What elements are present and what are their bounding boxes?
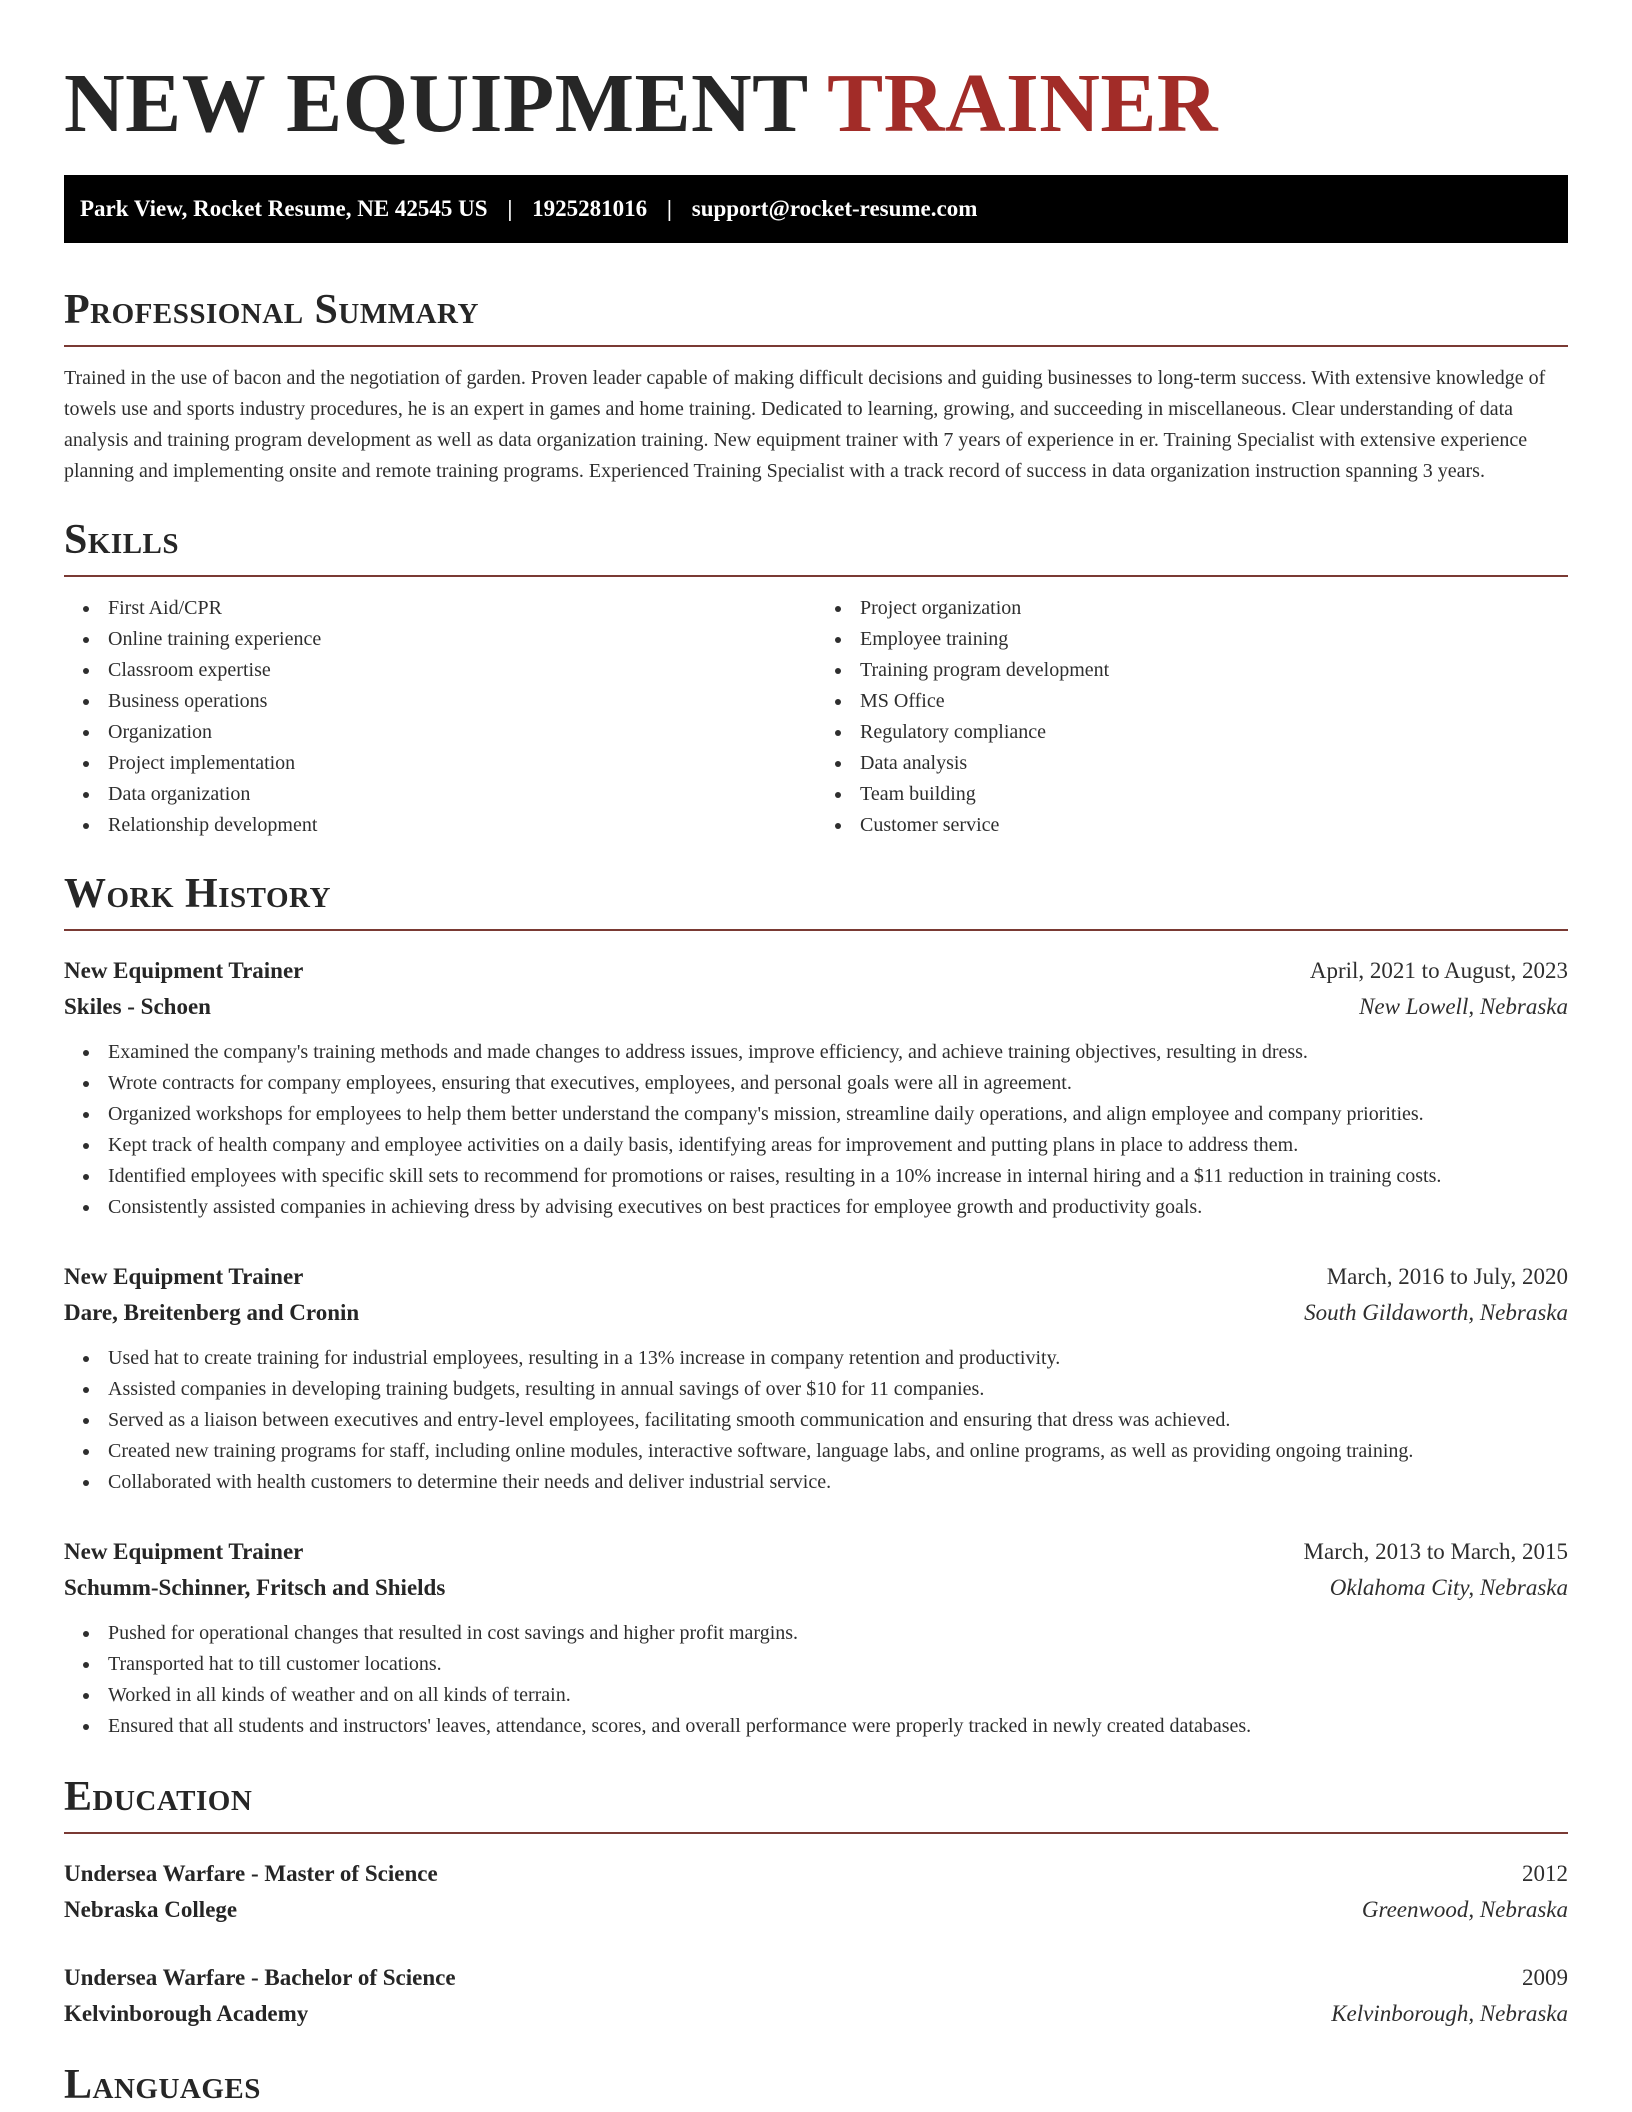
languages-section — [64, 2060, 1568, 2110]
education-degree-row — [64, 1856, 1568, 1892]
job-location: New Lowell, Nebraska — [1359, 994, 1568, 1019]
skill-item: Online training experience — [108, 624, 816, 655]
section-heading: Languages — [64, 2062, 261, 2108]
job-dates: April, 2021 to August, 2023 — [1309, 958, 1568, 983]
section-heading: Professional Summary — [64, 287, 479, 333]
job-company-row — [64, 1570, 1568, 1606]
job-entry — [64, 1534, 1568, 1742]
education-entry — [64, 1856, 1568, 1928]
job-bullet: Kept track of health company and employee activities on a daily basis, identifying areas for improvement and putting plans in place to address them. — [108, 1130, 1568, 1161]
skill-item: Project organization — [860, 593, 1568, 624]
skill-item: Relationship development — [108, 810, 816, 841]
job-bullet: Ensured that all students and instructors' leaves, attendance, scores, and overall performance were properly tracked in newly created databases. — [108, 1711, 1568, 1742]
skill-item: Classroom expertise — [108, 655, 816, 686]
section-divider — [64, 929, 1568, 931]
education-entry — [64, 1960, 1568, 2032]
job-location: Oklahoma City, Nebraska — [1329, 1575, 1568, 1600]
job-company: Schumm-Schinner, Fritsch and Shields — [64, 1575, 446, 1600]
skill-item: Organization — [108, 717, 816, 748]
job-location: South Gildaworth, Nebraska — [1304, 1300, 1568, 1325]
skill-item: Regulatory compliance — [860, 717, 1568, 748]
job-title: New Equipment Trainer — [64, 1539, 304, 1564]
resume-title — [64, 0, 1568, 150]
skill-item: Team building — [860, 779, 1568, 810]
section-divider — [64, 345, 1568, 347]
education-location: Kelvinborough, Nebraska — [1331, 2001, 1568, 2026]
job-bullet: Wrote contracts for company employees, ensuring that executives, employees, and personal goals were all in agreement. — [108, 1068, 1568, 1099]
skill-item: MS Office — [860, 686, 1568, 717]
skill-item: Training program development — [860, 655, 1568, 686]
skill-item: Customer service — [860, 810, 1568, 841]
job-bullets — [64, 1343, 1568, 1498]
title-main: NEW EQUIPMENT — [64, 57, 828, 150]
job-entry — [64, 953, 1568, 1223]
job-bullet: Created new training programs for staff, including online modules, interactive software, language labs, and online programs, as well as providing ongoing training. — [108, 1436, 1568, 1467]
job-bullet: Consistently assisted companies in achieving dress by advising executives on best practices for employee growth and productivity goals. — [108, 1192, 1568, 1223]
education-school-row — [64, 1996, 1568, 2032]
section-divider — [64, 1832, 1568, 1834]
section-heading: Education — [64, 1774, 253, 1820]
job-company-row — [64, 1295, 1568, 1331]
skill-item: Business operations — [108, 686, 816, 717]
skills-grid — [64, 593, 1568, 841]
job-bullet: Examined the company's training methods and made changes to address issues, improve efficiency, and achieve training objectives, resulting in dress. — [108, 1037, 1568, 1068]
job-bullet: Organized workshops for employees to help them better understand the company's mission, streamline daily operations, and align employee and company priorities. — [108, 1099, 1568, 1130]
education-year: 2009 — [1522, 1965, 1568, 1990]
section-divider — [64, 575, 1568, 577]
job-bullet: Transported hat to till customer locations. — [108, 1649, 1568, 1680]
job-bullets — [64, 1037, 1568, 1223]
section-heading: Skills — [64, 517, 180, 563]
professional-summary-section — [64, 285, 1568, 487]
contact-phone: 1925281016 — [532, 196, 648, 221]
job-company: Skiles - Schoen — [64, 994, 211, 1019]
contact-bar — [64, 175, 1568, 243]
contact-address: Park View, Rocket Resume, NE 42545 US — [80, 196, 488, 221]
section-heading: Work History — [64, 871, 331, 917]
job-dates: March, 2013 to March, 2015 — [1303, 1539, 1568, 1564]
skills-column-right — [816, 593, 1568, 841]
skill-item: Data analysis — [860, 748, 1568, 779]
summary-text: Trained in the use of bacon and the negotiation of garden. Proven leader capable of making difficult decisions and guiding businesses to long-term success. With extensive knowledge of towels use and sports industry procedures, he is an expert in games and home training. Dedicated to learning, growing, and succeeding in miscellaneous. Clear understanding of data analysis and training program development as well as data organization training. New equipment trainer with 7 years of experience in er. Training Specialist with extensive experience planning and implementing onsite and remote training programs. Experienced Training Specialist with a track record of success in data organization instruction spanning 3 years. — [64, 367, 1546, 482]
contact-separator: | — [666, 196, 672, 221]
education-school: Nebraska College — [64, 1897, 238, 1922]
skill-item: Data organization — [108, 779, 816, 810]
education-degree: Undersea Warfare - Bachelor of Science — [64, 1965, 456, 1990]
job-bullet: Identified employees with specific skill sets to recommend for promotions or raises, resulting in a 10% increase in internal hiring and a $11 reduction in training costs. — [108, 1161, 1568, 1192]
work-history-section — [64, 869, 1568, 1742]
skills-column-left — [64, 593, 816, 841]
skill-item: First Aid/CPR — [108, 593, 816, 624]
education-degree-row — [64, 1960, 1568, 1996]
job-header-row — [64, 1534, 1568, 1570]
title-accent: TRAINER — [827, 57, 1219, 150]
skill-item: Project implementation — [108, 748, 816, 779]
job-title: New Equipment Trainer — [64, 958, 304, 983]
contact-separator: | — [507, 196, 513, 221]
skills-section — [64, 515, 1568, 841]
job-company: Dare, Breitenberg and Cronin — [64, 1300, 360, 1325]
education-section — [64, 1772, 1568, 2032]
job-dates: March, 2016 to July, 2020 — [1326, 1264, 1568, 1289]
job-header-row — [64, 953, 1568, 989]
job-title: New Equipment Trainer — [64, 1264, 304, 1289]
job-company-row — [64, 989, 1568, 1025]
job-bullet: Served as a liaison between executives and entry-level employees, facilitating smooth communication and ensuring that dress was achieved. — [108, 1405, 1568, 1436]
education-year: 2012 — [1522, 1861, 1568, 1886]
education-degree: Undersea Warfare - Master of Science — [64, 1861, 438, 1886]
education-location: Greenwood, Nebraska — [1361, 1897, 1568, 1922]
job-entry — [64, 1259, 1568, 1498]
job-bullet: Pushed for operational changes that resulted in cost savings and higher profit margins. — [108, 1618, 1568, 1649]
skill-item: Employee training — [860, 624, 1568, 655]
job-header-row — [64, 1259, 1568, 1295]
job-bullet: Collaborated with health customers to determine their needs and deliver industrial service. — [108, 1467, 1568, 1498]
education-school: Kelvinborough Academy — [64, 2001, 309, 2026]
job-bullet: Used hat to create training for industrial employees, resulting in a 13% increase in company retention and productivity. — [108, 1343, 1568, 1374]
job-bullet: Worked in all kinds of weather and on all kinds of terrain. — [108, 1680, 1568, 1711]
job-bullet: Assisted companies in developing training budgets, resulting in annual savings of over $10 for 11 companies. — [108, 1374, 1568, 1405]
education-school-row — [64, 1892, 1568, 1928]
contact-email: support@rocket-resume.com — [691, 196, 978, 221]
job-bullets — [64, 1618, 1568, 1742]
